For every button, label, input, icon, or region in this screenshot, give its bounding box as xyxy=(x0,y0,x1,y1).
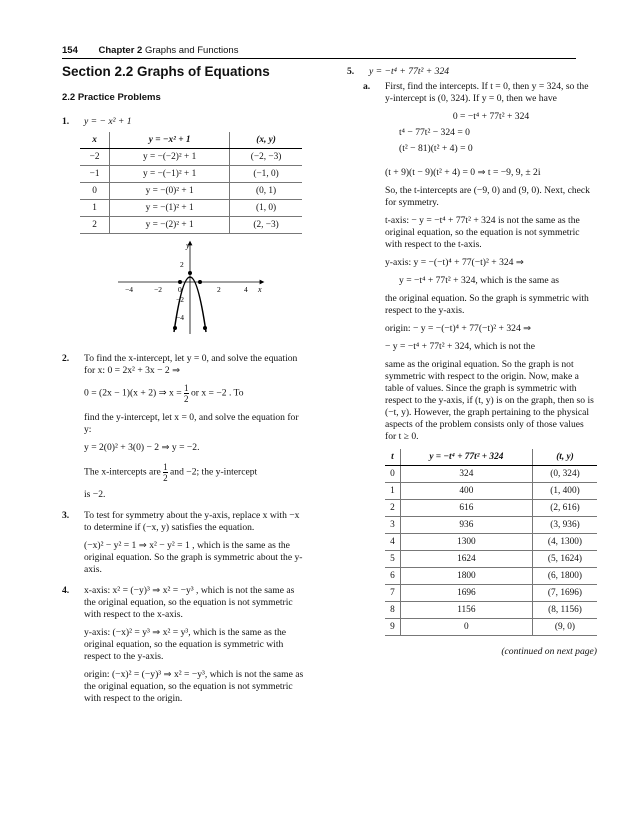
section-title: Section 2.2 Graphs of Equations xyxy=(62,64,270,79)
right-column xyxy=(347,66,597,661)
problem-2-text: To find the x-intercept, let y = 0, and solve the equation for x: 0 = 2x² + 3x − 2 ⇒ xyxy=(84,353,298,376)
table-row xyxy=(385,517,597,534)
data-point xyxy=(178,280,182,284)
table-cell: (7, 1696) xyxy=(532,585,597,602)
table-cell: (0, 1) xyxy=(230,183,302,200)
table-cell: 7 xyxy=(385,585,400,602)
problem-5a xyxy=(363,81,597,658)
problem-5-table xyxy=(385,449,597,636)
table-cell: (6, 1800) xyxy=(532,568,597,585)
table-cell: 9 xyxy=(385,619,400,636)
problem-5-text: origin: − y = −(−t)⁴ + 77(−t)² + 324 ⇒ xyxy=(385,323,532,334)
table-row xyxy=(80,217,302,234)
table-cell: 324 xyxy=(400,466,532,483)
table-row xyxy=(385,466,597,483)
table-row xyxy=(80,183,302,200)
table-cell: y = −(−2)² + 1 xyxy=(110,149,230,166)
problem-1-equation: y = − x² + 1 xyxy=(84,116,132,127)
problem-5-text: y = −t⁴ + 77t² + 324, which is the same as xyxy=(399,275,560,286)
equation-line: 0 = −t⁴ + 77t² + 324 xyxy=(452,111,530,122)
problem-5-text: First, find the intercepts. If t = 0, then y = 324, so the y-intercept is (0, 324). If y = 0, then we have xyxy=(385,81,589,104)
problem-4-text: x-axis: x² = (−y)³ ⇒ x² = −y³ , which is not the same as the original equation, so the equation is not symmetric with respect to the x-axis. xyxy=(84,585,295,620)
header-rule xyxy=(62,58,576,59)
table-cell: 1696 xyxy=(400,585,532,602)
table-cell: 1 xyxy=(385,483,400,500)
problem-number: 2. xyxy=(62,353,70,364)
problem-5-text: − y = −t⁴ + 77t² + 324, which is not the xyxy=(385,341,535,352)
fraction: $\frac{1}{2}$ xyxy=(163,462,168,483)
x-tick-label: −4 xyxy=(125,285,133,294)
problem-2-text: is −2. xyxy=(84,489,106,500)
table-cell: (8, 1156) xyxy=(532,602,597,619)
problem-1-graph xyxy=(116,240,306,340)
table-row xyxy=(385,483,597,500)
problem-2-equation: 0 = (2x − 1)(x + 2) ⇒ x = $\frac{1}{2}$ or x = −2 . To xyxy=(84,383,244,404)
x-tick-label: −2 xyxy=(154,285,162,294)
table-cell: 5 xyxy=(385,551,400,568)
table-row xyxy=(385,500,597,517)
problem-3-text: (−x)² − y² = 1 ⇒ x² − y² = 1 , which is the same as the original equation. So the graph is symmetric about the y-axis. xyxy=(84,540,303,575)
table-cell: 1156 xyxy=(400,602,532,619)
chapter-title: Graphs and Functions xyxy=(144,45,239,56)
table-row xyxy=(80,149,302,166)
table-cell: 2 xyxy=(80,217,110,234)
parabola-graph xyxy=(116,240,266,336)
table-row xyxy=(385,619,597,636)
table-cell: y = −(1)² + 1 xyxy=(110,200,230,217)
data-point xyxy=(188,271,192,275)
table-cell: −1 xyxy=(80,166,110,183)
table-cell: 8 xyxy=(385,602,400,619)
table-cell: 936 xyxy=(400,517,532,534)
page-number: 154 xyxy=(62,45,78,56)
table-cell: 1624 xyxy=(400,551,532,568)
problem-number: 4. xyxy=(62,585,70,596)
table-cell: (9, 0) xyxy=(532,619,597,636)
problem-5-text: y-axis: y = −(−t)⁴ + 77(−t)² + 324 ⇒ xyxy=(385,257,524,268)
table-row xyxy=(385,585,597,602)
subsection-title: 2.2 Practice Problems xyxy=(62,92,161,103)
problem-1-table xyxy=(80,132,302,234)
problem-3-text: To test for symmetry about the y-axis, replace x with −x to determine if (−x, y) satisfies the equation. xyxy=(84,510,300,533)
table-cell: (2, 616) xyxy=(532,500,597,517)
table-cell: 3 xyxy=(385,517,400,534)
table-cell: 400 xyxy=(400,483,532,500)
table-cell: (0, 324) xyxy=(532,466,597,483)
problem-4-text: origin: (−x)² = (−y)³ ⇒ x² = −y³, which is not the same as the original equation, so the equation is not symmetric with respect to the origin. xyxy=(84,669,304,704)
table-row xyxy=(385,568,597,585)
x-axis-label: x xyxy=(258,285,262,294)
table-cell: 1300 xyxy=(400,534,532,551)
running-header xyxy=(62,45,576,56)
table-cell: 0 xyxy=(80,183,110,200)
problem-number: 3. xyxy=(62,510,70,521)
table-cell: 616 xyxy=(400,500,532,517)
problem-5 xyxy=(347,66,576,78)
data-point xyxy=(198,280,202,284)
left-column xyxy=(62,64,306,714)
table-cell: y = −(−1)² + 1 xyxy=(110,166,230,183)
fraction: $\frac{1}{2}$ xyxy=(184,383,189,404)
table-cell: 1 xyxy=(80,200,110,217)
table-header: x xyxy=(80,132,110,149)
table-header: (x, y) xyxy=(230,132,302,149)
table-row xyxy=(80,200,302,217)
table-cell: (−1, 0) xyxy=(230,166,302,183)
equation-line: t⁴ − 77t² − 324 = 0 xyxy=(399,127,470,138)
data-point xyxy=(173,326,177,330)
problem-4-text: y-axis: (−x)² = y³ ⇒ x² = y³, which is the same as the original equation, so the equation is symmetric with respect to the y-axis. xyxy=(84,627,287,662)
equation-line: (t² − 81)(t² + 4) = 0 xyxy=(399,143,473,154)
table-cell: 4 xyxy=(385,534,400,551)
y-axis-label: y xyxy=(186,241,190,250)
problem-number: 1. xyxy=(62,116,70,127)
table-cell: y = −(2)² + 1 xyxy=(110,217,230,234)
data-point xyxy=(203,326,207,330)
y-tick-label: −2 xyxy=(176,295,184,304)
problem-5-text: So, the t-intercepts are (−9, 0) and (9, 0). Next, check for symmetry. xyxy=(385,185,590,208)
table-cell: (1, 400) xyxy=(532,483,597,500)
x-tick-label: 2 xyxy=(217,285,221,294)
table-cell: 0 xyxy=(400,619,532,636)
problem-5-text: same as the original equation. So the graph is not symmetric with respect to the origin. Now, make a table of values. Since the graph is symmetric with respect to the y-axis, if (t, y) is on the graph, then so is (−t, y). However, the graph pertaining to the physical aspects of the problem consists only of those values for t ≥ 0. xyxy=(385,359,594,442)
problem-3 xyxy=(62,510,306,582)
table-row xyxy=(385,534,597,551)
x-tick-label: 0 xyxy=(178,285,182,294)
problem-2-equation: y = 2(0)² + 3(0) − 2 ⇒ y = −2. xyxy=(84,442,200,453)
table-cell: 6 xyxy=(385,568,400,585)
table-cell: (1, 0) xyxy=(230,200,302,217)
problem-2 xyxy=(62,353,306,507)
table-header: t xyxy=(385,449,400,466)
y-tick-label: −4 xyxy=(176,313,184,322)
table-header: (t, y) xyxy=(532,449,597,466)
problem-5-text: t-axis: − y = −t⁴ + 77t² + 324 is not the same as the original equation, so the equation is not symmetric with respect to the t-axis. xyxy=(385,215,580,250)
table-cell: 2 xyxy=(385,500,400,517)
table-header: y = −t⁴ + 77t² + 324 xyxy=(400,449,532,466)
table-cell: 0 xyxy=(385,466,400,483)
table-cell: (4, 1300) xyxy=(532,534,597,551)
table-cell: y = −(0)² + 1 xyxy=(110,183,230,200)
part-label: a. xyxy=(363,81,371,92)
table-cell: (5, 1624) xyxy=(532,551,597,568)
problem-4 xyxy=(62,585,306,711)
problem-2-text: The x-intercepts are $\frac{1}{2}$ and −2; the y-intercept xyxy=(84,462,258,483)
y-tick-label: 2 xyxy=(180,260,184,269)
table-cell: 1800 xyxy=(400,568,532,585)
table-cell: (3, 936) xyxy=(532,517,597,534)
chapter-label: Chapter 2 xyxy=(98,45,143,56)
equation-line: (t + 9)(t − 9)(t² + 4) = 0 ⇒ t = −9, 9, ± 2i xyxy=(385,167,541,178)
table-cell: −2 xyxy=(80,149,110,166)
table-row xyxy=(385,602,597,619)
table-cell: (2, −3) xyxy=(230,217,302,234)
problem-5-text: the original equation. So the graph is symmetric with respect to the y-axis. xyxy=(385,293,589,316)
problem-1 xyxy=(62,116,306,350)
problem-2-text: find the y-intercept, let x = 0, and solve the equation for y: xyxy=(84,412,299,435)
table-header: y = −x² + 1 xyxy=(110,132,230,149)
table-row xyxy=(385,551,597,568)
problem-5-equation: y = −t⁴ + 77t² + 324 xyxy=(369,66,450,77)
table-row xyxy=(80,166,302,183)
x-tick-label: 4 xyxy=(244,285,248,294)
table-cell: (−2, −3) xyxy=(230,149,302,166)
problem-number: 5. xyxy=(347,66,355,77)
continued-note: (continued on next page) xyxy=(501,646,597,657)
